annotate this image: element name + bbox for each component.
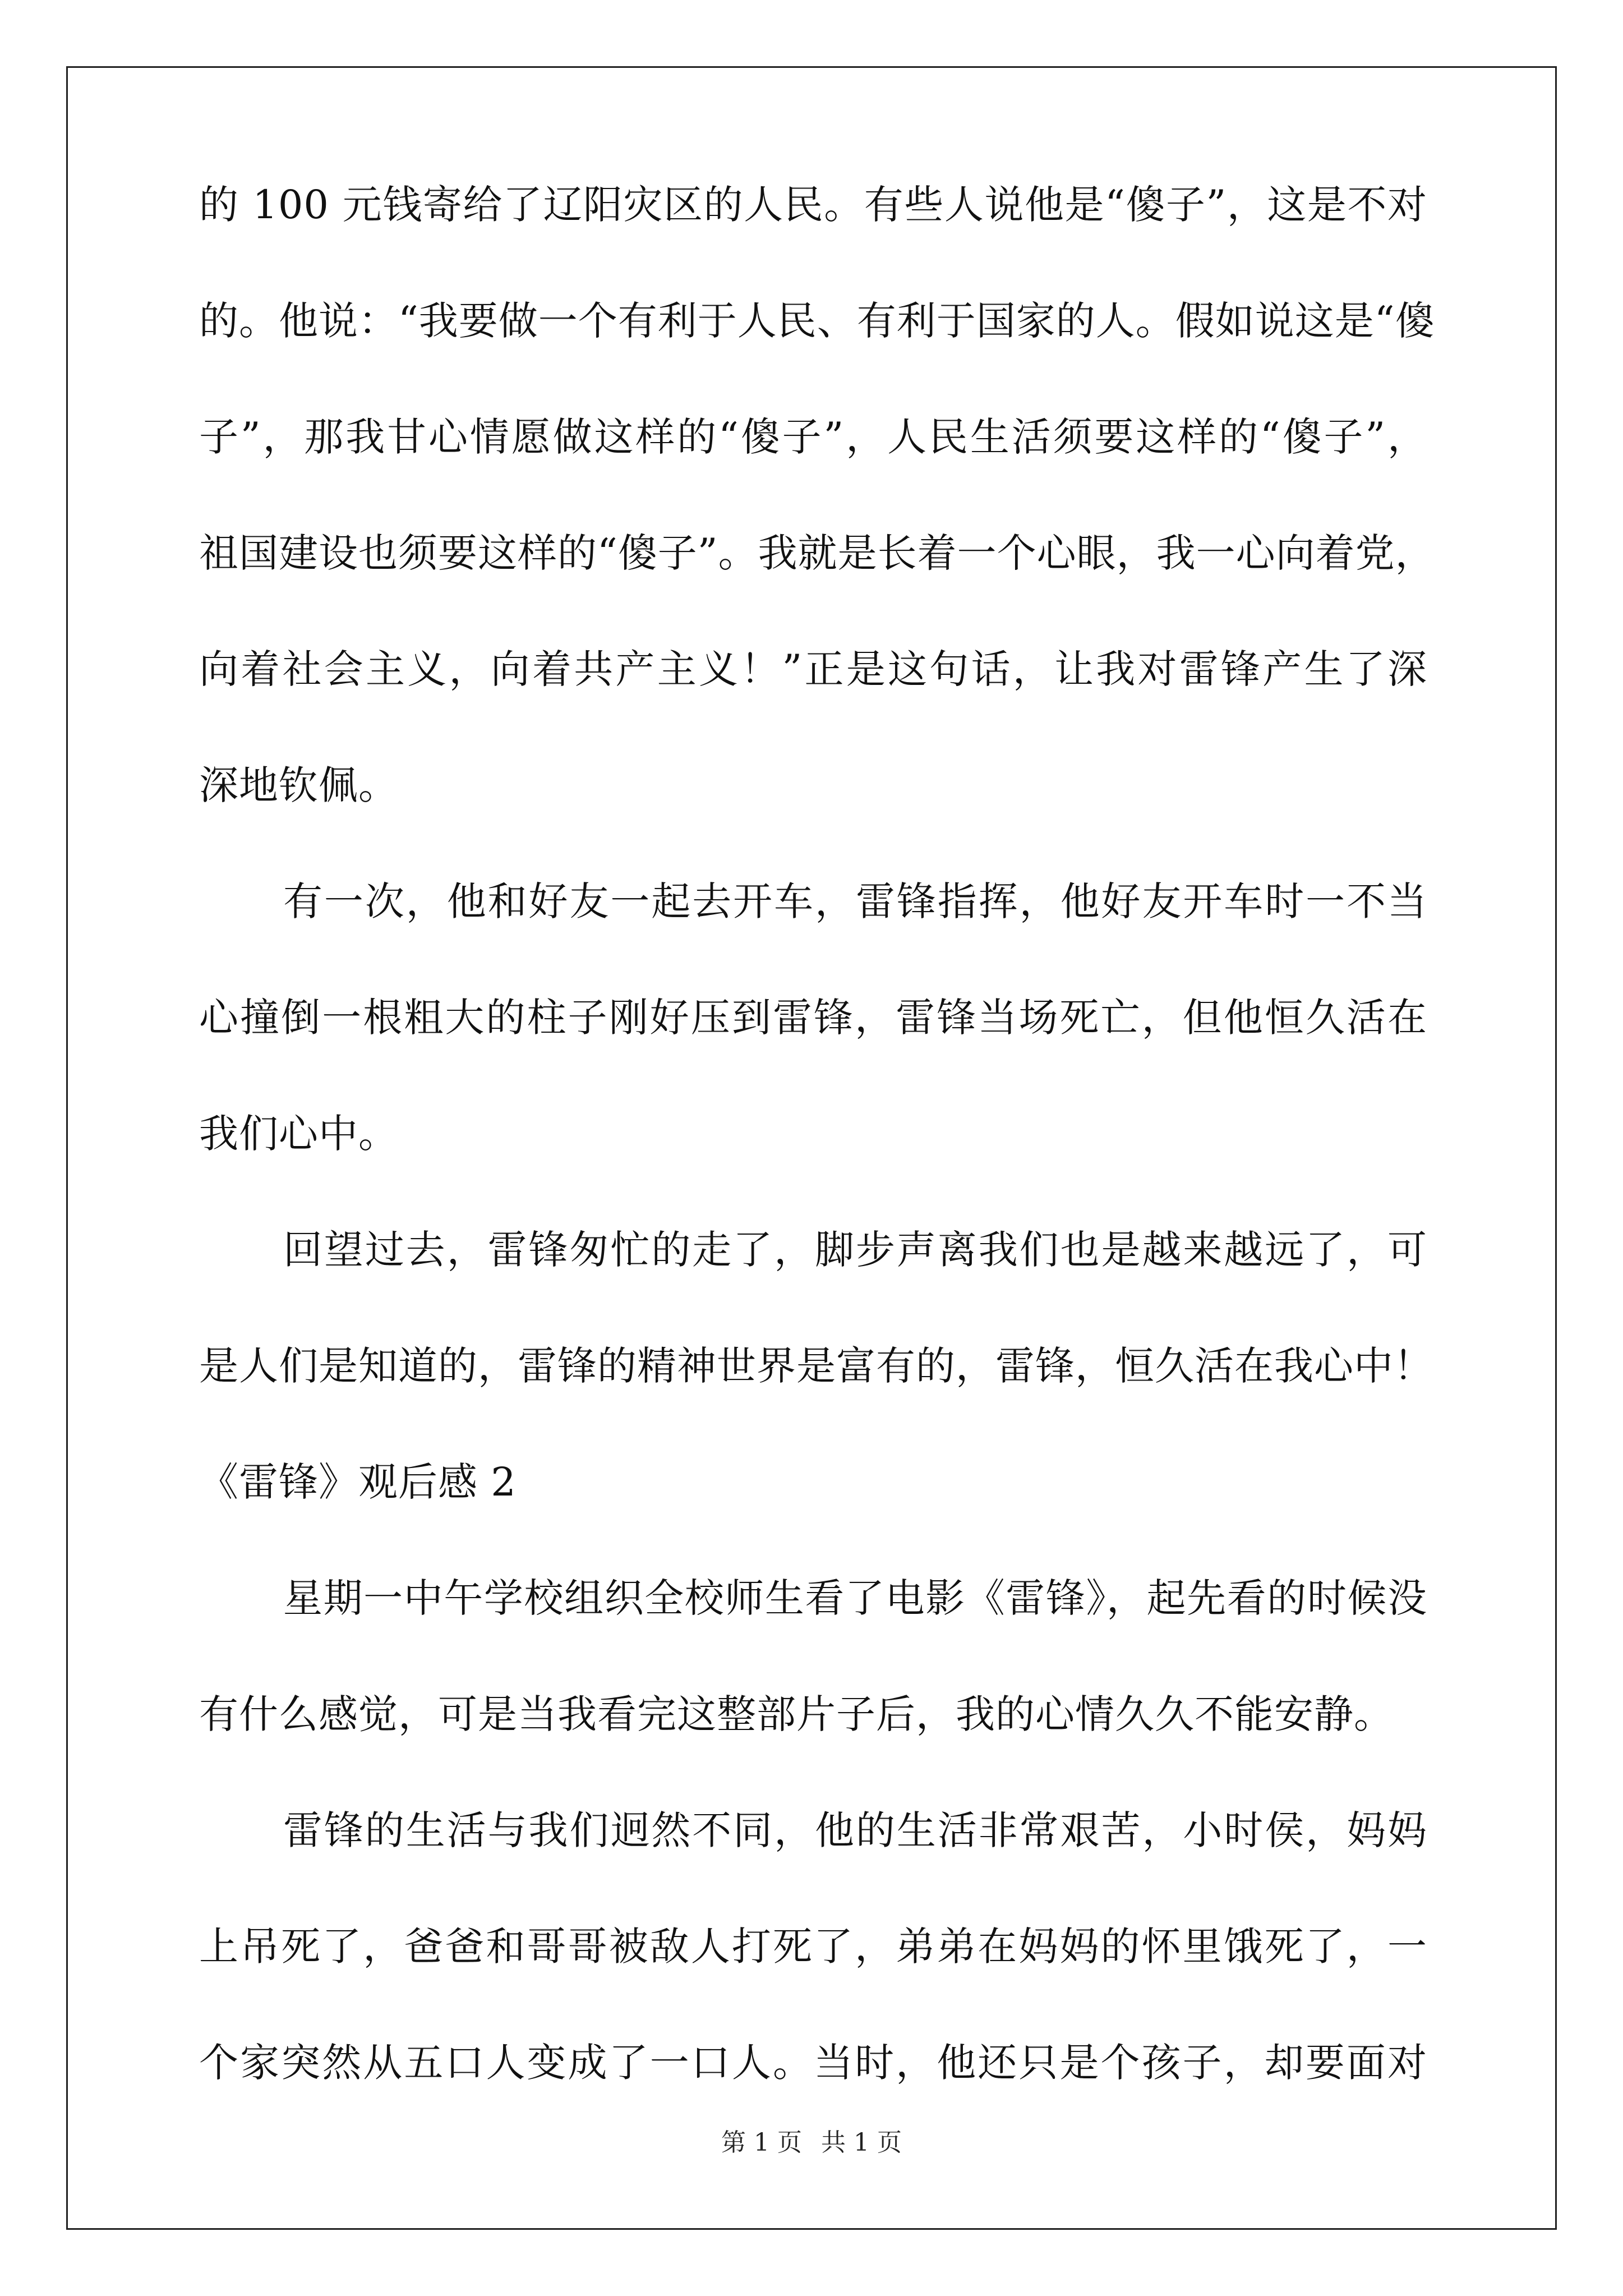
text-line: 子”，那我甘心情愿做这样的“傻子”，人民生活须要这样的“傻子”，	[199, 414, 1427, 460]
text-line: 的 100 元钱寄给了辽阳灾区的人民。有些人说他是“傻子”，这是不对	[199, 182, 1427, 228]
page-number: 第 1 页	[721, 2128, 802, 2157]
text-line: 是人们是知道的，雷锋的精神世界是富有的，雷锋，恒久活在我心中！	[199, 1343, 1433, 1389]
text-line: 我们心中。	[199, 1111, 398, 1157]
text-line: 祖国建设也须要这样的“傻子”。我就是长着一个心眼，我一心向着党，	[199, 530, 1435, 576]
text-line: 个家突然从五口人变成了一口人。当时，他还只是个孩子，却要面对	[199, 2040, 1427, 2086]
text-line: 上吊死了，爸爸和哥哥被敌人打死了，弟弟在妈妈的怀里饿死了，一	[199, 1924, 1427, 1970]
page-footer	[0, 2129, 1623, 2157]
text-line: 的。他说：“我要做一个有利于人民、有利于国家的人。假如说这是“傻	[199, 298, 1435, 344]
text-line: 心撞倒一根粗大的柱子刚好压到雷锋，雷锋当场死亡，但他恒久活在	[199, 995, 1427, 1041]
text-line: 向着社会主义，向着共产主义！”正是这句话，让我对雷锋产生了深	[199, 646, 1427, 692]
text-line: 有一次，他和好友一起去开车，雷锋指挥，他好友开车时一不当	[283, 878, 1427, 924]
text-line: 《雷锋》观后感 2	[199, 1459, 517, 1505]
text-line: 雷锋的生活与我们迥然不同，他的生活非常艰苦，小时侯，妈妈	[283, 1807, 1427, 1853]
document-body	[199, 182, 1435, 2159]
text-line: 回望过去，雷锋匆忙的走了，脚步声离我们也是越来越远了，可	[283, 1227, 1427, 1273]
total-pages: 共 1 页	[821, 2128, 902, 2157]
text-line: 星期一中午学校组织全校师生看了电影《雷锋》，起先看的时候没	[283, 1575, 1427, 1621]
text-line: 有什么感觉，可是当我看完这整部片子后，我的心情久久不能安静。	[199, 1691, 1394, 1737]
text-line: 深地钦佩。	[199, 762, 398, 808]
